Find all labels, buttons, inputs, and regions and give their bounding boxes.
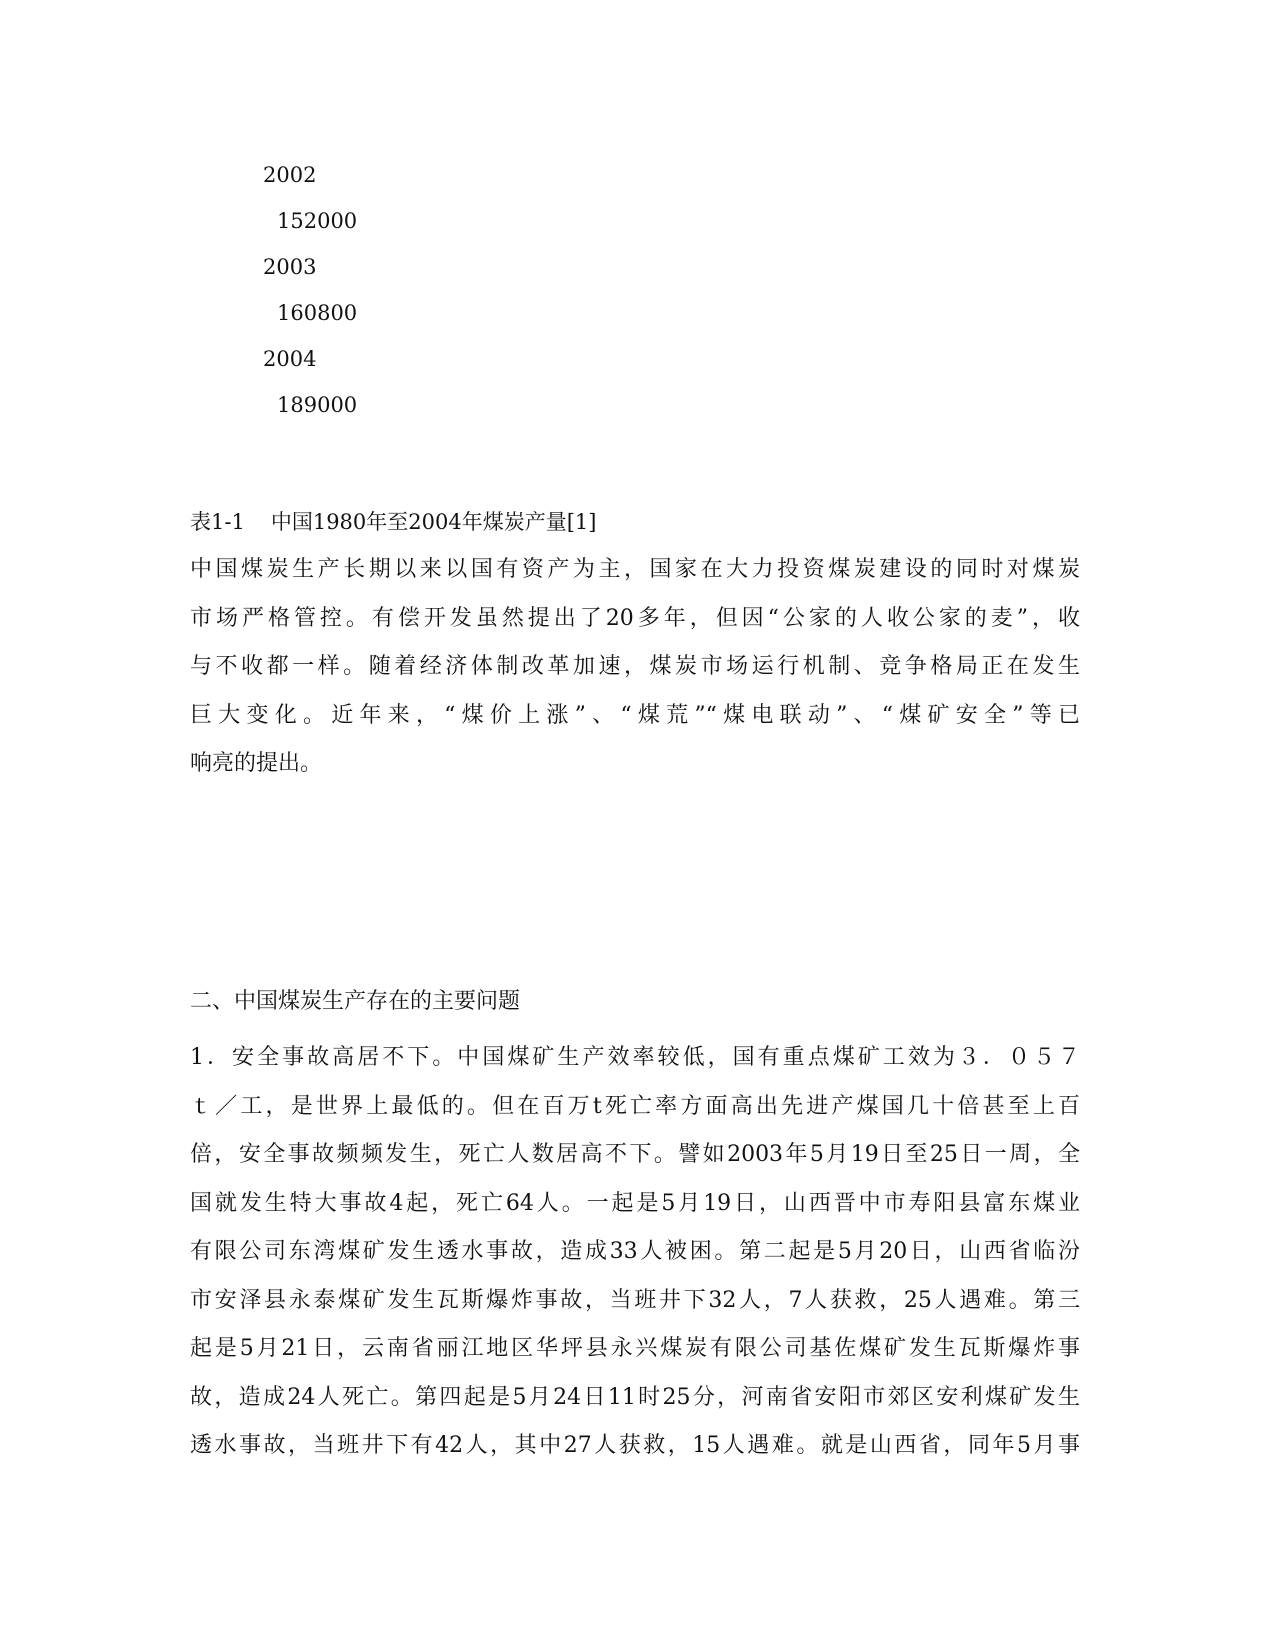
table-value-2002: 152000 — [277, 209, 358, 233]
paragraph-line: 市安泽县永泰煤矿发生瓦斯爆炸事故，当班井下32人，7人获救，25人遇难。第三 — [190, 1287, 1080, 1313]
paragraph-line: 巨大变化。近年来，“煤价上涨”、“煤荒”“煤电联动”、“煤矿安全”等已 — [190, 702, 1080, 728]
paragraph-line: 倍，安全事故频频发生，死亡人数居高不下。譬如2003年5月19日至25日一周，全 — [190, 1142, 1080, 1167]
table-caption — [190, 508, 596, 536]
paragraph-line: 市场严格管控。有偿开发虽然提出了20多年，但因“公家的人收公家的麦”，收 — [190, 605, 1080, 631]
section-heading: 二、中国煤炭生产存在的主要问题 — [190, 989, 521, 1014]
paragraph-line: 与不收都一样。随着经济体制改革加速，煤炭市场运行机制、竞争格局正在发生 — [190, 654, 1080, 679]
paragraph-line: 中国煤炭生产长期以来以国有资产为主，国家在大力投资煤炭建设的同时对煤炭 — [190, 557, 1080, 582]
paragraph-line: ｔ／工，是世界上最低的。但在百万t死亡率方面高出先进产煤国几十倍甚至上百 — [190, 1093, 1080, 1119]
table-caption-label: 表1-1 — [190, 510, 245, 534]
table-year-2002: 2002 — [263, 163, 317, 187]
paragraph-line: 1．安全事故高居不下。中国煤矿生产效率较低，国有重点煤矿工效为３．０５７ — [190, 1045, 1080, 1070]
table-year-2004: 2004 — [263, 347, 317, 371]
table-caption-text: 中国1980年至2004年煤炭产量[1] — [270, 510, 597, 534]
paragraph-line: 故，造成24人死亡。第四起是5月24日11时25分，河南省安阳市郊区安利煤矿发生 — [190, 1384, 1080, 1410]
paragraph-safety-accidents — [190, 1034, 1080, 1471]
table-year-2003: 2003 — [263, 255, 317, 279]
paragraph-coal-market — [190, 546, 1080, 789]
paragraph-line: 有限公司东湾煤矿发生透水事故，造成33人被困。第二起是5月20日，山西省临汾 — [190, 1239, 1080, 1264]
paragraph-line: 起是5月21日，云南省丽江地区华坪县永兴煤炭有限公司基佐煤矿发生瓦斯爆炸事 — [190, 1336, 1080, 1361]
table-value-2003: 160800 — [277, 301, 358, 325]
paragraph-line: 响亮的提出。 — [190, 751, 323, 776]
paragraph-line: 透水事故，当班井下有42人，其中27人获救，15人遇难。就是山西省，同年5月事 — [190, 1433, 1080, 1458]
table-value-2004: 189000 — [277, 393, 358, 417]
paragraph-line: 国就发生特大事故4起，死亡64人。一起是5月19日，山西晋中市寿阳县富东煤业 — [190, 1190, 1080, 1216]
